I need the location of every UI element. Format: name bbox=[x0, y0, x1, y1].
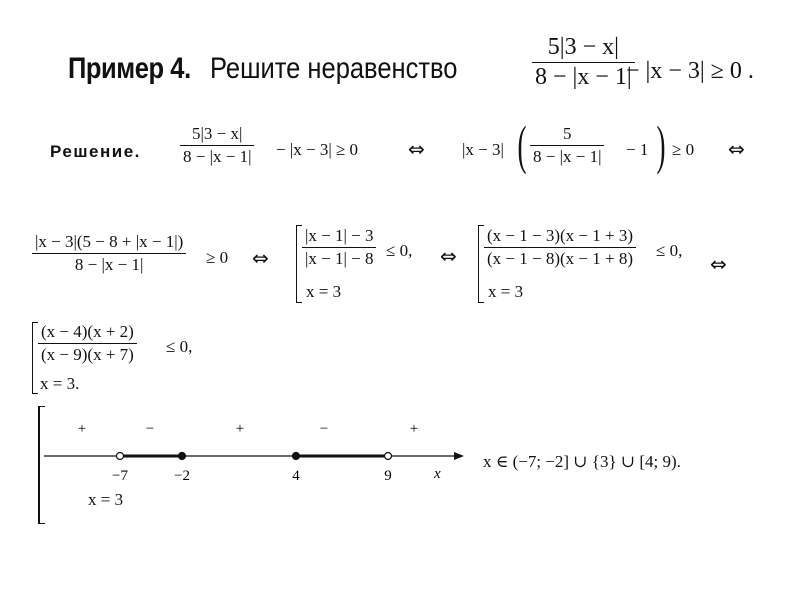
step2-fraction bbox=[530, 124, 604, 167]
interval-sign: + bbox=[235, 421, 245, 437]
step5-fraction bbox=[484, 226, 636, 269]
equivalence-arrow: ⇔ bbox=[440, 244, 457, 268]
step4-numerator: |x − 1| − 3 bbox=[305, 226, 374, 245]
point-label: −2 bbox=[174, 468, 190, 484]
axis-arrowhead bbox=[454, 452, 464, 460]
step1-fraction bbox=[180, 124, 254, 167]
step1-numerator: 5|3 − x| bbox=[192, 124, 243, 143]
point-label: 9 bbox=[384, 468, 392, 484]
interval-sign: + bbox=[77, 421, 87, 437]
step6-denominator: (x − 9)(x + 7) bbox=[41, 345, 134, 364]
step3-rel: ≥ 0 bbox=[206, 248, 229, 267]
fraction-bar bbox=[530, 145, 604, 146]
interval-sign: − bbox=[319, 421, 329, 437]
solution-label: Решение. bbox=[50, 142, 141, 161]
filled-point bbox=[293, 453, 300, 460]
step4-rel: ≤ 0, bbox=[386, 241, 413, 260]
step3-denominator: 8 − |x − 1| bbox=[74, 255, 144, 274]
step1-tail: − |x − 3| ≥ 0 bbox=[276, 140, 359, 159]
step4-fraction bbox=[302, 226, 376, 269]
step5-rel: ≤ 0, bbox=[656, 241, 683, 260]
fraction-bar bbox=[38, 343, 137, 344]
fraction-bar bbox=[484, 247, 636, 248]
fraction-bar bbox=[32, 253, 186, 254]
step2-lead: |x − 3| bbox=[462, 140, 504, 159]
filled-point bbox=[179, 453, 186, 460]
step4-denominator: |x − 1| − 8 bbox=[305, 249, 374, 268]
step1-denominator: 8 − |x − 1| bbox=[183, 147, 252, 166]
step2-rel: ≥ 0 bbox=[672, 140, 695, 159]
answer: x ∈ (−7; −2] ∪ {3} ∪ [4; 9). bbox=[483, 452, 681, 471]
point-label: 4 bbox=[292, 468, 300, 484]
step6-eq: x = 3. bbox=[40, 374, 80, 393]
fraction-bar bbox=[180, 145, 254, 146]
step3-fraction bbox=[32, 232, 186, 275]
step3-numerator: |x − 3|(5 − 8 + |x − 1|) bbox=[35, 232, 184, 251]
step2-tail: − 1 bbox=[626, 140, 649, 159]
open-point bbox=[117, 453, 124, 460]
fraction-bar bbox=[532, 62, 635, 63]
right-paren: ) bbox=[656, 115, 666, 175]
number-line-eq: x = 3 bbox=[88, 490, 124, 509]
interval-sign: − bbox=[145, 421, 155, 437]
fraction-denominator: 8 − |x − 1| bbox=[535, 64, 632, 90]
step6-numerator: (x − 4)(x + 2) bbox=[41, 322, 134, 341]
point-label: −7 bbox=[112, 468, 128, 484]
equivalence-arrow: ⇔ bbox=[710, 252, 727, 276]
problem-tail: − |x − 3| ≥ 0 . bbox=[626, 58, 754, 84]
step2-numerator: 5 bbox=[562, 124, 572, 143]
step4-eq: x = 3 bbox=[306, 282, 342, 301]
step5-numerator: (x − 1 − 3)(x − 1 + 3) bbox=[487, 226, 633, 245]
interval-sign: + bbox=[409, 421, 419, 437]
fraction-numerator: 5|3 − x| bbox=[547, 34, 619, 60]
step5-denominator: (x − 1 − 8)(x − 1 + 8) bbox=[487, 249, 633, 268]
equivalence-arrow: ⇔ bbox=[252, 246, 269, 270]
problem-statement: Решите неравенство bbox=[210, 52, 458, 85]
open-point bbox=[385, 453, 392, 460]
step6-rel: ≤ 0, bbox=[166, 337, 193, 356]
step6-fraction bbox=[38, 322, 137, 365]
axis-label: x bbox=[434, 466, 441, 482]
fraction-bar bbox=[302, 247, 376, 248]
number-line bbox=[40, 415, 470, 495]
step5-eq: x = 3 bbox=[488, 282, 524, 301]
equivalence-arrow: ⇔ bbox=[408, 137, 425, 161]
problem-fraction bbox=[532, 34, 635, 91]
equivalence-arrow: ⇔ bbox=[728, 137, 745, 161]
left-paren: ( bbox=[517, 115, 527, 175]
example-title: Пример 4. bbox=[68, 52, 191, 85]
step2-denominator: 8 − |x − 1| bbox=[533, 147, 602, 166]
